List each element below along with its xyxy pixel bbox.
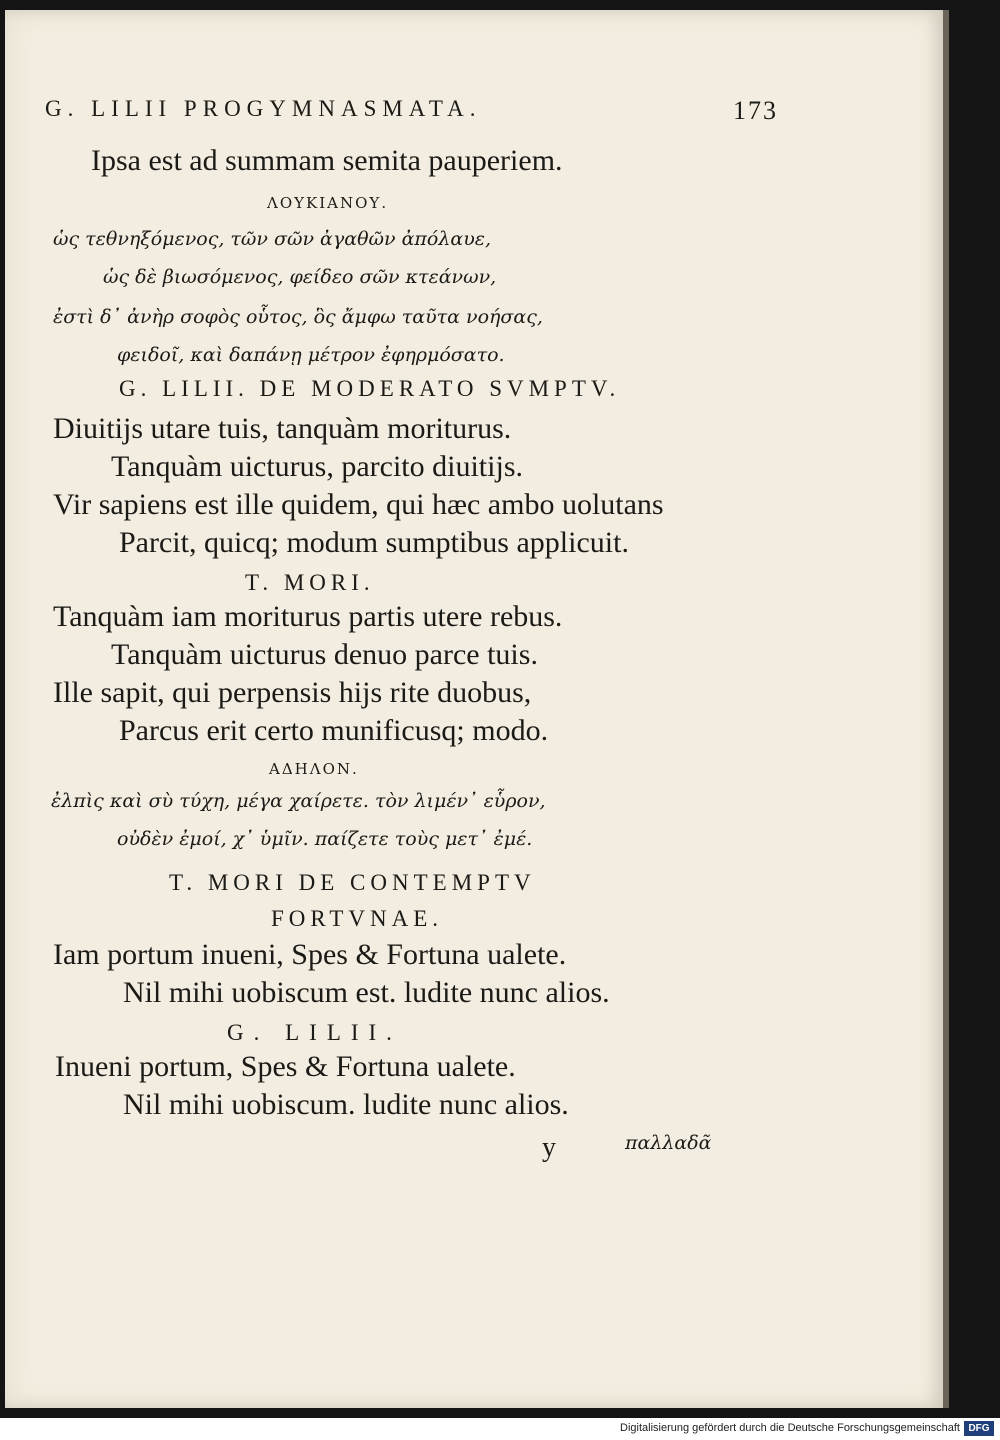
section-heading: FORTVNAE.: [271, 906, 444, 931]
catchword: παλλαδᾶ: [625, 1132, 712, 1154]
greek-line: φειδοῖ, καὶ δαπάνῃ μέτρον ἐφηρμόσατο.: [117, 344, 505, 366]
text-line: Ille sapit, qui perpensis hijs rite duobus,: [53, 676, 532, 709]
dfg-logo: DFG: [964, 1421, 994, 1436]
section-heading: T. MORI DE CONTEMPTV: [169, 870, 536, 895]
greek-line: ὡς δὲ βιωσόμενος, φείδεο σῶν κτεάνων,: [103, 266, 497, 288]
section-heading: ΑΔΗΛΟΝ.: [269, 760, 359, 778]
text-line: Tanquàm uicturus, parcito diuitijs.: [111, 450, 523, 483]
greek-line: ἐλπὶς καὶ σὺ τύχη, μέγα χαίρετε. τὸν λιμέν᾽ εὗρον,: [51, 790, 546, 812]
running-title: G. LILII PROGYMNASMATA.: [45, 96, 482, 121]
section-heading: ΛΟΥΚΙΑΝΟΥ.: [267, 194, 389, 212]
text-line: Parcit, quicq; modum sumptibus applicuit.: [119, 526, 629, 559]
section-heading: G. LILII. DE MODERATO SVMPTV.: [119, 376, 621, 401]
text-line: Vir sapiens est ille quidem, qui hæc ambo uolutans: [53, 488, 664, 521]
text-line: Nil mihi uobiscum est. ludite nunc alios.: [123, 976, 610, 1009]
text-line: Nil mihi uobiscum. ludite nunc alios.: [123, 1088, 569, 1121]
greek-line: ἐστὶ δ᾽ ἀνὴρ σοφὸς οὗτος, ὃς ἄμφω ταῦτα νοήσας,: [53, 306, 543, 328]
text-line: Parcus erit certo munificusq; modo.: [119, 714, 549, 747]
text-line: Ipsa est ad summam semita pauperiem.: [91, 144, 563, 177]
signature-mark: y: [542, 1132, 556, 1163]
footer-bar: [0, 1418, 1000, 1440]
greek-line: οὐδὲν ἐμοί, χ᾽ ὑμῖν. παίζετε τοὺς μετ᾽ ἐμέ.: [117, 828, 533, 850]
greek-line: ὡς τεθνηξόμενος, τῶν σῶν ἀγαθῶν ἀπόλαυε,: [53, 228, 492, 250]
page-edge: [943, 10, 949, 1408]
text-line: Iam portum inueni, Spes & Fortuna ualete.: [53, 938, 567, 971]
footer-credit: Digitalisierung gefördert durch die Deutsche Forschungsgemeinschaft: [620, 1422, 960, 1434]
text-line: Inueni portum, Spes & Fortuna ualete.: [55, 1050, 516, 1083]
text-line: Tanquàm uicturus denuo parce tuis.: [111, 638, 538, 671]
text-line: Tanquàm iam moriturus partis utere rebus.: [53, 600, 563, 633]
book-page: [5, 10, 943, 1408]
section-heading: T. MORI.: [245, 570, 375, 595]
text-line: Diuitijs utare tuis, tanquàm moriturus.: [53, 412, 512, 445]
page-number: 173: [733, 96, 778, 125]
section-heading: G. LILII.: [227, 1020, 402, 1045]
